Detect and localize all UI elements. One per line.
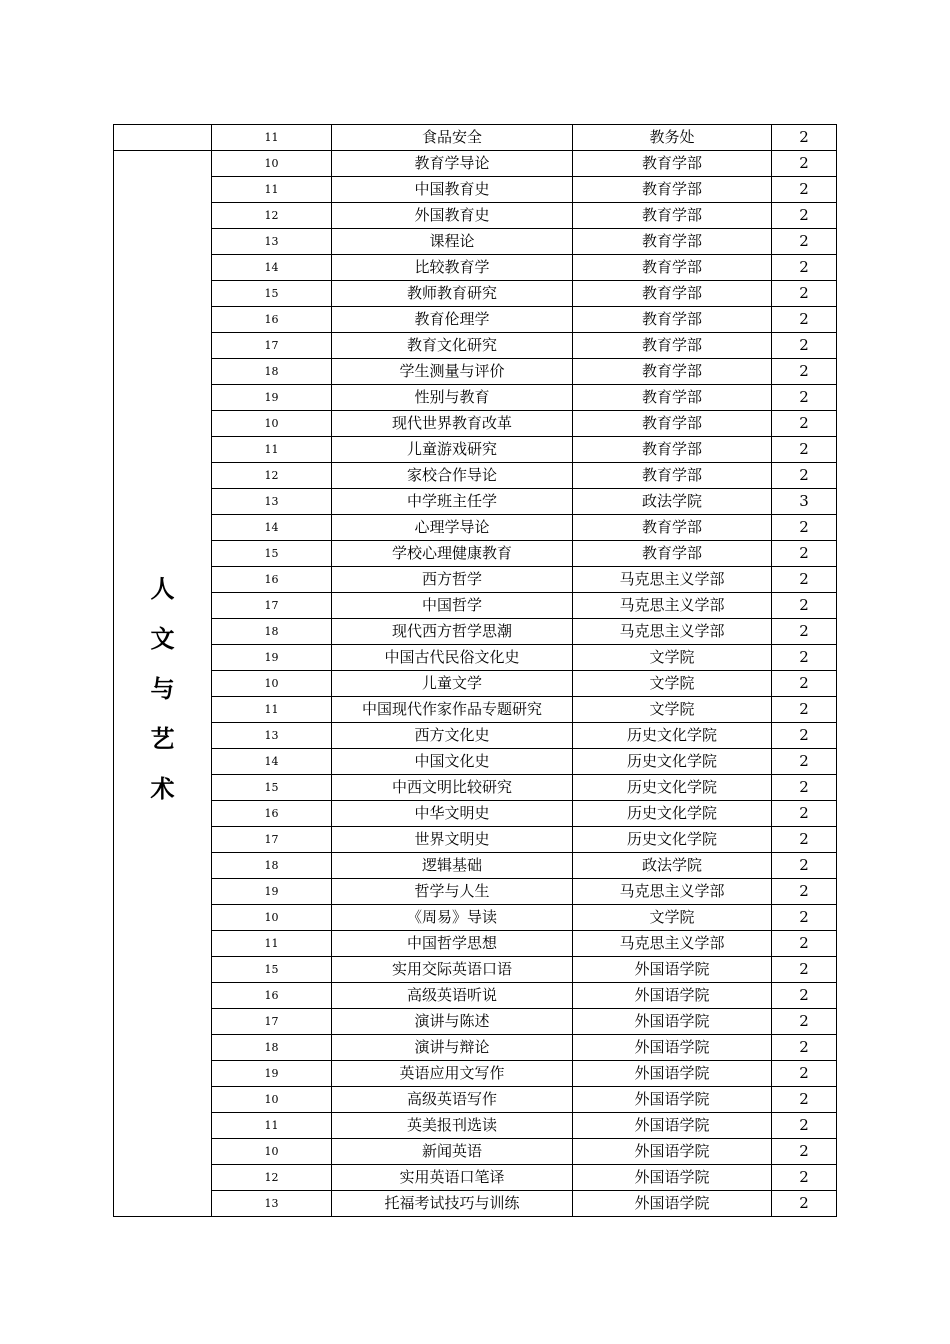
course-name: 中国哲学思想	[332, 931, 573, 957]
credits: 2	[772, 151, 837, 177]
credits: 2	[772, 541, 837, 567]
table-row	[114, 1191, 837, 1217]
department: 外国语学院	[573, 1113, 772, 1139]
department: 外国语学院	[573, 1087, 772, 1113]
table-row	[114, 151, 837, 177]
credits: 2	[772, 333, 837, 359]
course-number: 12	[212, 463, 332, 489]
course-name: 学校心理健康教育	[332, 541, 573, 567]
department: 历史文化学院	[573, 749, 772, 775]
department: 教育学部	[573, 333, 772, 359]
course-name: 现代世界教育改革	[332, 411, 573, 437]
credits: 2	[772, 385, 837, 411]
table-row	[114, 775, 837, 801]
table-row	[114, 801, 837, 827]
course-number: 17	[212, 593, 332, 619]
category-cell-empty	[114, 125, 212, 151]
department: 文学院	[573, 645, 772, 671]
department: 历史文化学院	[573, 775, 772, 801]
course-name: 食品安全	[332, 125, 573, 151]
credits: 2	[772, 801, 837, 827]
department: 历史文化学院	[573, 801, 772, 827]
table-row	[114, 1139, 837, 1165]
table-row	[114, 255, 837, 281]
department: 外国语学院	[573, 1139, 772, 1165]
department: 教育学部	[573, 307, 772, 333]
course-number: 10	[212, 411, 332, 437]
department: 教育学部	[573, 437, 772, 463]
credits: 2	[772, 437, 837, 463]
course-number: 19	[212, 385, 332, 411]
course-name: 中国现代作家作品专题研究	[332, 697, 573, 723]
credits: 2	[772, 203, 837, 229]
course-name: 西方文化史	[332, 723, 573, 749]
credits: 2	[772, 723, 837, 749]
credits: 2	[772, 255, 837, 281]
course-number: 11	[212, 931, 332, 957]
course-number: 17	[212, 827, 332, 853]
course-number: 11	[212, 437, 332, 463]
department: 文学院	[573, 905, 772, 931]
department: 教育学部	[573, 177, 772, 203]
course-name: 中国文化史	[332, 749, 573, 775]
department: 教育学部	[573, 411, 772, 437]
credits: 2	[772, 957, 837, 983]
course-name: 现代西方哲学思潮	[332, 619, 573, 645]
course-number: 16	[212, 801, 332, 827]
course-number: 12	[212, 1165, 332, 1191]
credits: 2	[772, 125, 837, 151]
department: 教育学部	[573, 281, 772, 307]
table-row	[114, 541, 837, 567]
department: 马克思主义学部	[573, 593, 772, 619]
course-number: 16	[212, 567, 332, 593]
course-number: 13	[212, 1191, 332, 1217]
credits: 2	[772, 853, 837, 879]
department: 外国语学院	[573, 1009, 772, 1035]
department: 教育学部	[573, 229, 772, 255]
course-name: 高级英语写作	[332, 1087, 573, 1113]
course-name: 英美报刊选读	[332, 1113, 573, 1139]
course-name: 教育文化研究	[332, 333, 573, 359]
course-number: 15	[212, 541, 332, 567]
course-number: 18	[212, 1035, 332, 1061]
course-number: 17	[212, 1009, 332, 1035]
course-number: 10	[212, 151, 332, 177]
credits: 2	[772, 1061, 837, 1087]
table-row	[114, 879, 837, 905]
department: 外国语学院	[573, 1165, 772, 1191]
course-number: 18	[212, 619, 332, 645]
course-number: 16	[212, 307, 332, 333]
course-number: 14	[212, 255, 332, 281]
course-number: 13	[212, 489, 332, 515]
course-name: 西方哲学	[332, 567, 573, 593]
credits: 2	[772, 593, 837, 619]
credits: 2	[772, 1113, 837, 1139]
department: 教育学部	[573, 385, 772, 411]
department: 教育学部	[573, 151, 772, 177]
department: 历史文化学院	[573, 723, 772, 749]
category-char: 术	[150, 774, 175, 803]
table-row	[114, 463, 837, 489]
department: 政法学院	[573, 489, 772, 515]
course-number: 10	[212, 671, 332, 697]
table-row	[114, 437, 837, 463]
table-row	[114, 567, 837, 593]
credits: 2	[772, 567, 837, 593]
credits: 2	[772, 775, 837, 801]
course-name: 课程论	[332, 229, 573, 255]
credits: 2	[772, 177, 837, 203]
table-row	[114, 593, 837, 619]
table-body	[114, 125, 837, 1217]
table-row	[114, 1009, 837, 1035]
course-name: 性别与教育	[332, 385, 573, 411]
department: 教育学部	[573, 463, 772, 489]
course-number: 13	[212, 723, 332, 749]
credits: 2	[772, 879, 837, 905]
credits: 3	[772, 489, 837, 515]
credits: 2	[772, 645, 837, 671]
course-number: 15	[212, 281, 332, 307]
course-name: 实用交际英语口语	[332, 957, 573, 983]
credits: 2	[772, 1191, 837, 1217]
course-name: 《周易》导读	[332, 905, 573, 931]
credits: 2	[772, 983, 837, 1009]
table-row	[114, 515, 837, 541]
department: 马克思主义学部	[573, 879, 772, 905]
table-row	[114, 697, 837, 723]
course-name: 中国古代民俗文化史	[332, 645, 573, 671]
table-row	[114, 489, 837, 515]
table-row	[114, 957, 837, 983]
table-row	[114, 723, 837, 749]
category-char: 文	[150, 624, 175, 653]
course-number: 10	[212, 1087, 332, 1113]
credits: 2	[772, 1139, 837, 1165]
credits: 2	[772, 463, 837, 489]
course-name: 逻辑基础	[332, 853, 573, 879]
table-row	[114, 645, 837, 671]
course-name: 教育学导论	[332, 151, 573, 177]
table-row	[114, 177, 837, 203]
credits: 2	[772, 1087, 837, 1113]
course-name: 中华文明史	[332, 801, 573, 827]
department: 马克思主义学部	[573, 567, 772, 593]
table-row	[114, 203, 837, 229]
credits: 2	[772, 931, 837, 957]
course-name: 中国哲学	[332, 593, 573, 619]
table-row	[114, 359, 837, 385]
course-number: 11	[212, 697, 332, 723]
department: 外国语学院	[573, 1061, 772, 1087]
course-number: 10	[212, 905, 332, 931]
course-name: 家校合作导论	[332, 463, 573, 489]
course-name: 高级英语听说	[332, 983, 573, 1009]
course-number: 11	[212, 177, 332, 203]
course-number: 10	[212, 1139, 332, 1165]
department: 历史文化学院	[573, 827, 772, 853]
course-name: 世界文明史	[332, 827, 573, 853]
department: 文学院	[573, 697, 772, 723]
credits: 2	[772, 307, 837, 333]
course-name: 演讲与辩论	[332, 1035, 573, 1061]
course-number: 18	[212, 359, 332, 385]
course-number: 12	[212, 203, 332, 229]
department: 外国语学院	[573, 1035, 772, 1061]
table-row	[114, 619, 837, 645]
course-number: 19	[212, 645, 332, 671]
credits: 2	[772, 515, 837, 541]
table-row	[114, 411, 837, 437]
table-row	[114, 853, 837, 879]
credits: 2	[772, 1009, 837, 1035]
course-name: 教师教育研究	[332, 281, 573, 307]
course-number: 19	[212, 1061, 332, 1087]
table-row	[114, 1113, 837, 1139]
credits: 2	[772, 671, 837, 697]
credits: 2	[772, 411, 837, 437]
credits: 2	[772, 619, 837, 645]
department: 马克思主义学部	[573, 619, 772, 645]
table-row	[114, 671, 837, 697]
department: 政法学院	[573, 853, 772, 879]
course-number: 18	[212, 853, 332, 879]
course-number: 15	[212, 957, 332, 983]
credits: 2	[772, 281, 837, 307]
credits: 2	[772, 229, 837, 255]
course-name: 中国教育史	[332, 177, 573, 203]
course-name: 学生测量与评价	[332, 359, 573, 385]
course-name: 中学班主任学	[332, 489, 573, 515]
department: 外国语学院	[573, 1191, 772, 1217]
course-name: 实用英语口笔译	[332, 1165, 573, 1191]
table-row	[114, 125, 837, 151]
course-name: 儿童文学	[332, 671, 573, 697]
table-row	[114, 983, 837, 1009]
credits: 2	[772, 1035, 837, 1061]
category-char: 艺	[150, 724, 175, 753]
course-name: 外国教育史	[332, 203, 573, 229]
department: 外国语学院	[573, 983, 772, 1009]
department: 外国语学院	[573, 957, 772, 983]
table-row	[114, 1035, 837, 1061]
table-row	[114, 1165, 837, 1191]
course-number: 14	[212, 515, 332, 541]
course-name: 教育伦理学	[332, 307, 573, 333]
table-row	[114, 827, 837, 853]
course-name: 托福考试技巧与训练	[332, 1191, 573, 1217]
course-name: 中西文明比较研究	[332, 775, 573, 801]
course-name: 哲学与人生	[332, 879, 573, 905]
department: 教育学部	[573, 359, 772, 385]
table-row	[114, 749, 837, 775]
course-name: 比较教育学	[332, 255, 573, 281]
course-name: 心理学导论	[332, 515, 573, 541]
credits: 2	[772, 697, 837, 723]
course-number: 16	[212, 983, 332, 1009]
table-row	[114, 281, 837, 307]
department: 教务处	[573, 125, 772, 151]
course-name: 英语应用文写作	[332, 1061, 573, 1087]
department: 文学院	[573, 671, 772, 697]
department: 马克思主义学部	[573, 931, 772, 957]
course-number: 11	[212, 1113, 332, 1139]
course-name: 儿童游戏研究	[332, 437, 573, 463]
department: 教育学部	[573, 255, 772, 281]
category-char: 人	[150, 574, 175, 603]
course-number: 19	[212, 879, 332, 905]
credits: 2	[772, 1165, 837, 1191]
category-char: 与	[150, 674, 175, 703]
credits: 2	[772, 359, 837, 385]
table-row	[114, 931, 837, 957]
table-row	[114, 1061, 837, 1087]
category-cell	[114, 151, 212, 1217]
course-number: 14	[212, 749, 332, 775]
course-number: 11	[212, 125, 332, 151]
course-name: 新闻英语	[332, 1139, 573, 1165]
course-table	[113, 124, 837, 1217]
credits: 2	[772, 749, 837, 775]
department: 教育学部	[573, 541, 772, 567]
table-row	[114, 385, 837, 411]
table-row	[114, 905, 837, 931]
department: 教育学部	[573, 515, 772, 541]
credits: 2	[772, 905, 837, 931]
department: 教育学部	[573, 203, 772, 229]
table-row	[114, 333, 837, 359]
table-row	[114, 229, 837, 255]
table-row	[114, 1087, 837, 1113]
credits: 2	[772, 827, 837, 853]
course-number: 13	[212, 229, 332, 255]
course-number: 15	[212, 775, 332, 801]
course-name: 演讲与陈述	[332, 1009, 573, 1035]
table-row	[114, 307, 837, 333]
course-number: 17	[212, 333, 332, 359]
